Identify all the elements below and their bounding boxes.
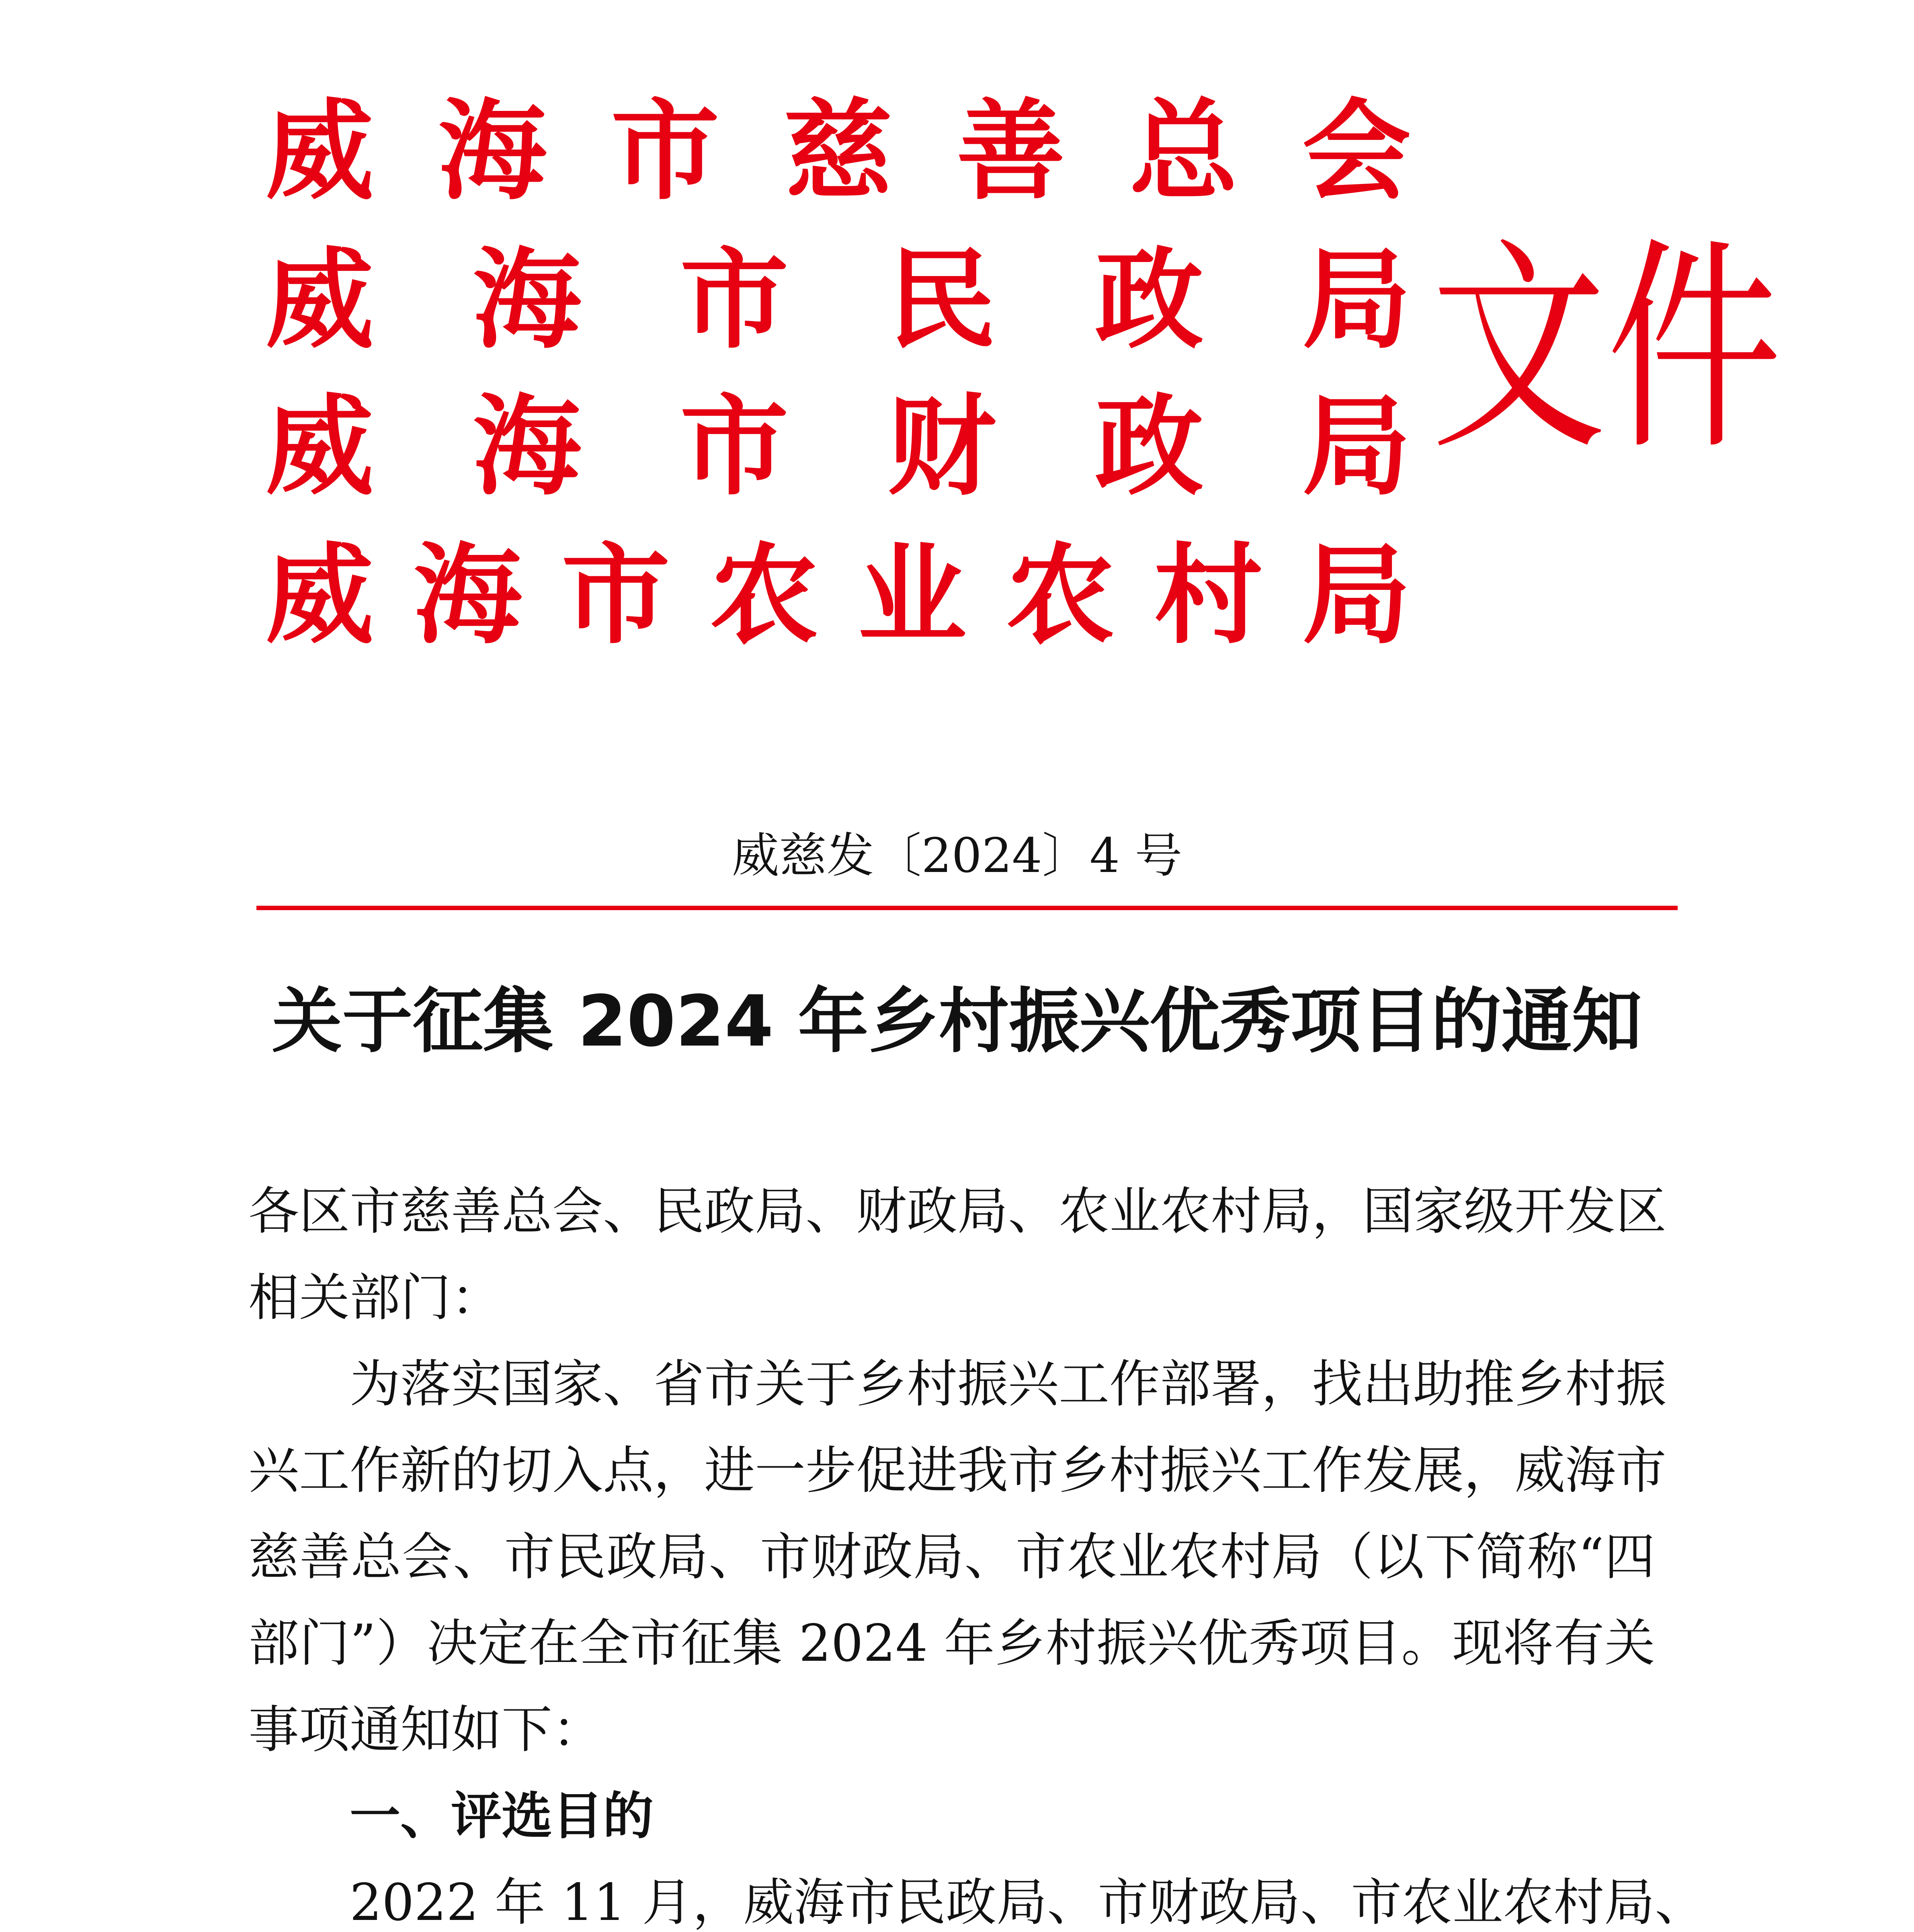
body-line xyxy=(248,1270,1655,1326)
issuer-char: 市 xyxy=(561,531,670,659)
issuer-char: 局 xyxy=(1302,531,1411,659)
issuer-char: 威 xyxy=(265,235,374,363)
body-line-text: 部门”）决定在全市征集 2024 年乡村振兴优秀项目。现将有关 xyxy=(248,1614,1655,1673)
issuer-char: 农 xyxy=(1006,531,1115,659)
body-line-text: 为落实国家、省市关于乡村振兴工作部署，找出助推乡村振 xyxy=(350,1355,1666,1414)
issuer-char: 政 xyxy=(1095,382,1203,510)
document-type-label: 文件 xyxy=(1431,219,1782,481)
issuer-char: 海 xyxy=(413,531,522,659)
body-line-text: 事项通知如下： xyxy=(248,1700,603,1759)
body-line xyxy=(248,1529,1655,1585)
body-line xyxy=(248,1182,1666,1241)
issuer-char: 总 xyxy=(1129,87,1238,215)
issuer-char: 威 xyxy=(265,531,374,659)
document-number: 威慈发〔2024〕4 号 xyxy=(732,828,1182,883)
body-line xyxy=(248,1702,1655,1758)
issuer-char: 善 xyxy=(957,87,1065,215)
issuer-char: 村 xyxy=(1154,531,1263,659)
issuer-char: 市 xyxy=(611,87,719,215)
notice-title: 关于征集 2024 年乡村振兴优秀项目的通知 xyxy=(272,981,1642,1062)
issuer-char: 市 xyxy=(680,382,789,510)
issuer-char: 农 xyxy=(709,531,818,659)
issuer-char: 局 xyxy=(1302,382,1411,510)
body-line xyxy=(350,1355,1666,1414)
issuer-line-civil-affairs xyxy=(265,235,1411,363)
issuer-char: 威 xyxy=(265,87,374,215)
issuer-char: 会 xyxy=(1302,87,1411,215)
body-line-text: 兴工作新的切入点，进一步促进我市乡村振兴工作发展，威海市 xyxy=(248,1441,1666,1500)
section-heading-text: 一、评选目的 xyxy=(350,1787,654,1846)
issuer-char: 政 xyxy=(1095,235,1203,363)
issuer-char: 海 xyxy=(473,235,581,363)
issuer-line-finance xyxy=(265,382,1411,510)
issuer-char: 业 xyxy=(858,531,967,659)
issuer-char: 民 xyxy=(887,235,996,363)
issuer-char: 威 xyxy=(265,382,374,510)
issuer-line-charity-federation xyxy=(265,87,1411,215)
section-heading xyxy=(350,1788,1655,1844)
issuer-char: 海 xyxy=(438,87,547,215)
issuer-char: 财 xyxy=(887,382,996,510)
body-line-text: 各区市慈善总会、民政局、财政局、农业农村局，国家级开发区 xyxy=(248,1182,1666,1241)
body-line-text: 相关部门： xyxy=(248,1268,502,1327)
body-line xyxy=(248,1615,1655,1672)
body-line xyxy=(248,1441,1666,1500)
issuer-char: 慈 xyxy=(784,87,892,215)
body-line xyxy=(350,1873,1706,1932)
issuer-char: 局 xyxy=(1302,235,1411,363)
issuer-line-agriculture xyxy=(265,531,1411,659)
red-divider-line xyxy=(256,906,1678,910)
issuer-char: 市 xyxy=(680,235,789,363)
issuer-char: 海 xyxy=(473,382,581,510)
body-line-text: 2022 年 11 月，威海市民政局、市财政局、市农业农村局、 xyxy=(350,1873,1706,1932)
body-line-text: 慈善总会、市民政局、市财政局、市农业农村局（以下简称“四 xyxy=(248,1527,1655,1586)
